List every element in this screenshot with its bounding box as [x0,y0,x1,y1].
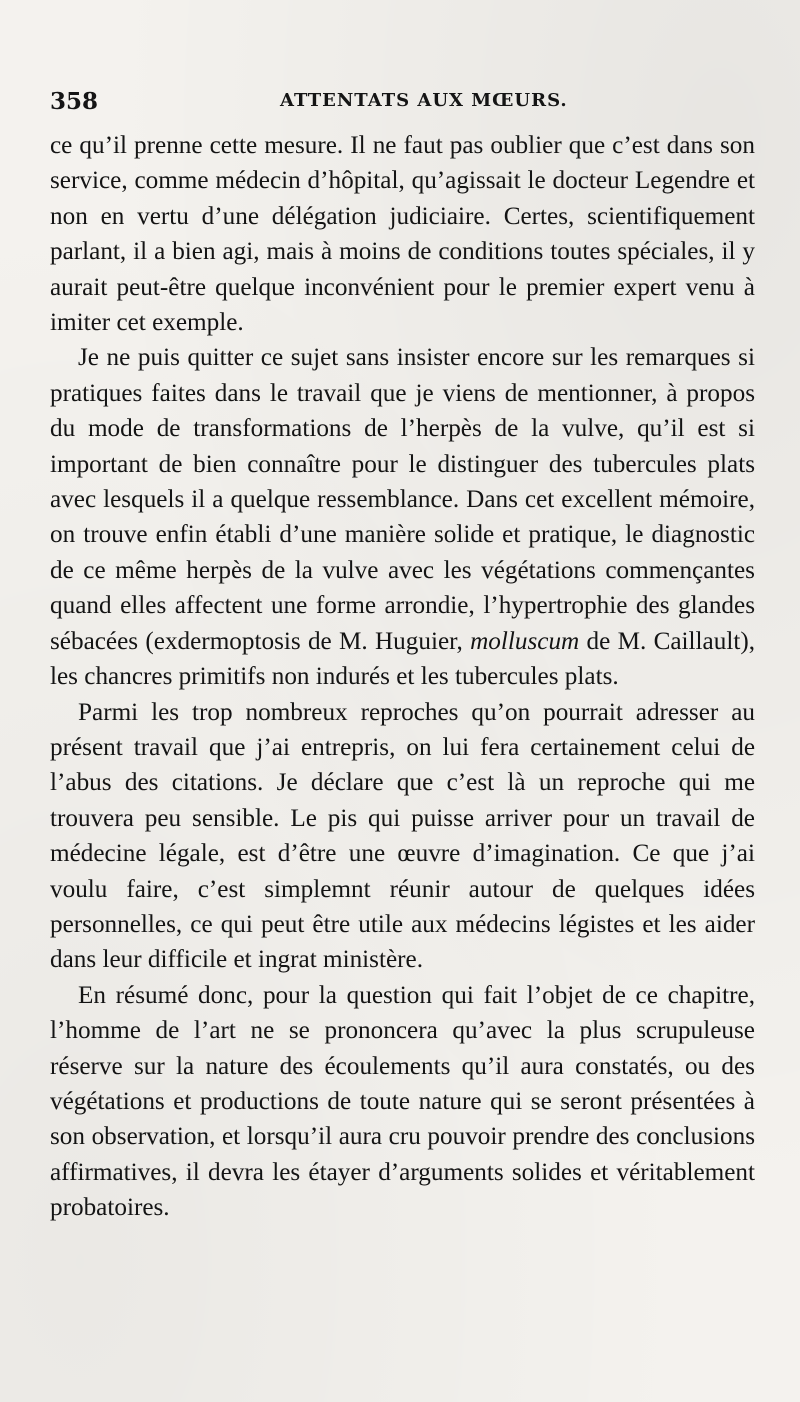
page-number: 358 [50,88,99,115]
paragraph-3: Parmi les trop nombreux reproches qu’on pourrait adresser au présent travail que j’ai entrepris, on lui fera certainement celui de l’abus des citations. Je déclare que c’est là un reproche qui me trouvera peu sensible. Le pis qui puisse arriver pour un travail de médecine légale, est d’être une œuvre d’imagination. Ce que j’ai voulu faire, c’est simplemnt réunir autour de quelques idées personnelles, ce qui peut être utile aux médecins légistes et les aider dans leur difficile et ingrat ministère. [50,698,755,974]
paragraph-2-text-a: Je ne puis quitter ce sujet sans insister encore sur les remarques si pratiques faites dans le travail que je viens de mentionner, à propos du mode de transformations de l’herpès de la vulve, qu’il est si important de bien connaître pour le distinguer des tubercules plats avec lesquels il a quelque ressemblance. Dans cet excellent mémoire, on trouve enfin établi d’une manière solide et pratique, le diagnostic de ce même herpès de la vulve avec les végétations commençantes quand elles affectent une forme arrondie, l’hypertrophie des glandes sébacées (exdermoptosis de M. Huguier, [50,344,755,655]
page-header [50,88,755,118]
page-body [50,128,755,1226]
paragraph-2 [50,340,755,694]
paragraph-2-italic-term: molluscum [470,627,580,655]
running-head: ATTENTATS AUX MŒURS. [280,90,568,111]
paragraph-4: En résumé donc, pour la question qui fait l’objet de ce chapitre, l’homme de l’art ne se prononcera qu’avec la plus scrupuleuse réserve sur la nature des écoulements qu’il aura constatés, ou des végétations et productions de toute nature qui se seront présentées à son observation, et lorsqu’il aura cru pouvoir prendre des conclusions affirmatives, il devra les étayer d’arguments solides et véritablement probatoires. [50,981,755,1222]
paragraph-2-text-b: de M. Caillault), les chancres primitifs non indurés et les tubercules plats. [50,627,756,691]
paragraph-1: ce qu’il prenne cette mesure. Il ne faut pas oublier que c’est dans son service, comme médecin d’hôpital, qu’agissait le docteur Legendre et non en vertu d’une délégation judiciaire. Certes, scientifiquement parlant, il a bien agi, mais à moins de conditions toutes spéciales, il y aurait peut-être quelque inconvénient pour le premier expert venu à imiter cet exemple. [50,132,755,337]
